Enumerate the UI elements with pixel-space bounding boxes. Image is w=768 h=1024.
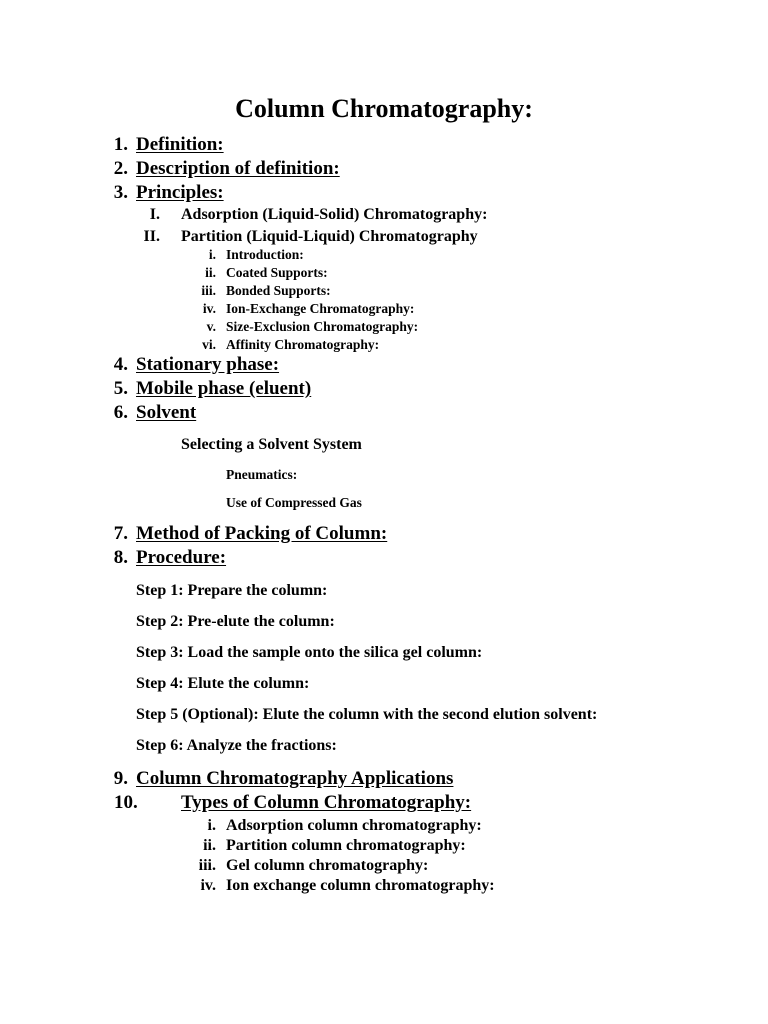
- item-number: iii.: [201, 283, 216, 298]
- item-text: Gel column chromatography:: [226, 857, 429, 874]
- item-text: Bonded Supports:: [226, 283, 331, 298]
- procedure-step: Step 1: Prepare the column:: [136, 582, 328, 599]
- item-number: 3.: [113, 182, 128, 203]
- item-text: Coated Supports:: [226, 265, 328, 280]
- item-text: Ion exchange column chromatography:: [226, 877, 495, 894]
- item-text: Types of Column Chromatography:: [181, 792, 472, 813]
- item-number: iv.: [200, 877, 216, 894]
- item-number: iii.: [198, 857, 216, 874]
- item-text: Introduction:: [226, 247, 304, 262]
- procedure-step: Step 3: Load the sample onto the silica gel column:: [136, 644, 483, 661]
- item-text: Partition (Liquid-Liquid) Chromatography: [181, 228, 478, 245]
- item-number: 1.: [113, 134, 128, 155]
- procedure-step: Step 4: Elute the column:: [136, 675, 310, 692]
- item-number: 4.: [113, 354, 128, 375]
- item-text: Affinity Chromatography:: [226, 337, 380, 352]
- item-number: i.: [208, 247, 216, 262]
- solvent-compressed-gas: Use of Compressed Gas: [226, 495, 362, 510]
- item-number: ii.: [203, 837, 216, 854]
- item-text: Definition:: [136, 134, 224, 155]
- item-text: Procedure:: [136, 547, 227, 568]
- item-number: vi.: [202, 337, 216, 352]
- procedure-step: Step 6: Analyze the fractions:: [136, 737, 337, 754]
- item-text: Size-Exclusion Chromatography:: [226, 319, 419, 334]
- item-number: 9.: [113, 768, 128, 789]
- item-number: 7.: [113, 523, 128, 544]
- procedure-step: Step 2: Pre-elute the column:: [136, 613, 335, 630]
- solvent-pneumatics: Pneumatics:: [226, 467, 298, 482]
- item-number: 8.: [113, 547, 128, 568]
- item-text: Description of definition:: [136, 158, 340, 179]
- item-number: 2.: [113, 158, 128, 179]
- item-text: Ion-Exchange Chromatography:: [226, 301, 415, 316]
- item-text: Method of Packing of Column:: [136, 523, 388, 544]
- item-text: Solvent: [136, 402, 197, 423]
- item-text: Principles:: [136, 182, 224, 203]
- item-number: 10.: [114, 792, 138, 813]
- item-number: 5.: [113, 378, 128, 399]
- item-text: Stationary phase:: [136, 354, 280, 375]
- item-text: Mobile phase (eluent): [136, 378, 312, 399]
- item-number: II.: [143, 228, 160, 245]
- item-number: I.: [149, 206, 160, 223]
- procedure-step: Step 5 (Optional): Elute the column with the second elution solvent:: [136, 706, 598, 723]
- item-text: Column Chromatography Applications: [136, 768, 454, 789]
- item-number: iv.: [202, 301, 216, 316]
- item-number: v.: [206, 319, 216, 334]
- item-number: i.: [207, 817, 216, 834]
- item-text: Adsorption column chromatography:: [226, 817, 482, 834]
- item-text: Adsorption (Liquid-Solid) Chromatography:: [181, 206, 488, 223]
- item-text: Partition column chromatography:: [226, 837, 466, 854]
- page-title: Column Chromatography:: [235, 94, 533, 123]
- item-number: 6.: [113, 402, 128, 423]
- item-number: ii.: [205, 265, 216, 280]
- solvent-selecting: Selecting a Solvent System: [181, 436, 362, 453]
